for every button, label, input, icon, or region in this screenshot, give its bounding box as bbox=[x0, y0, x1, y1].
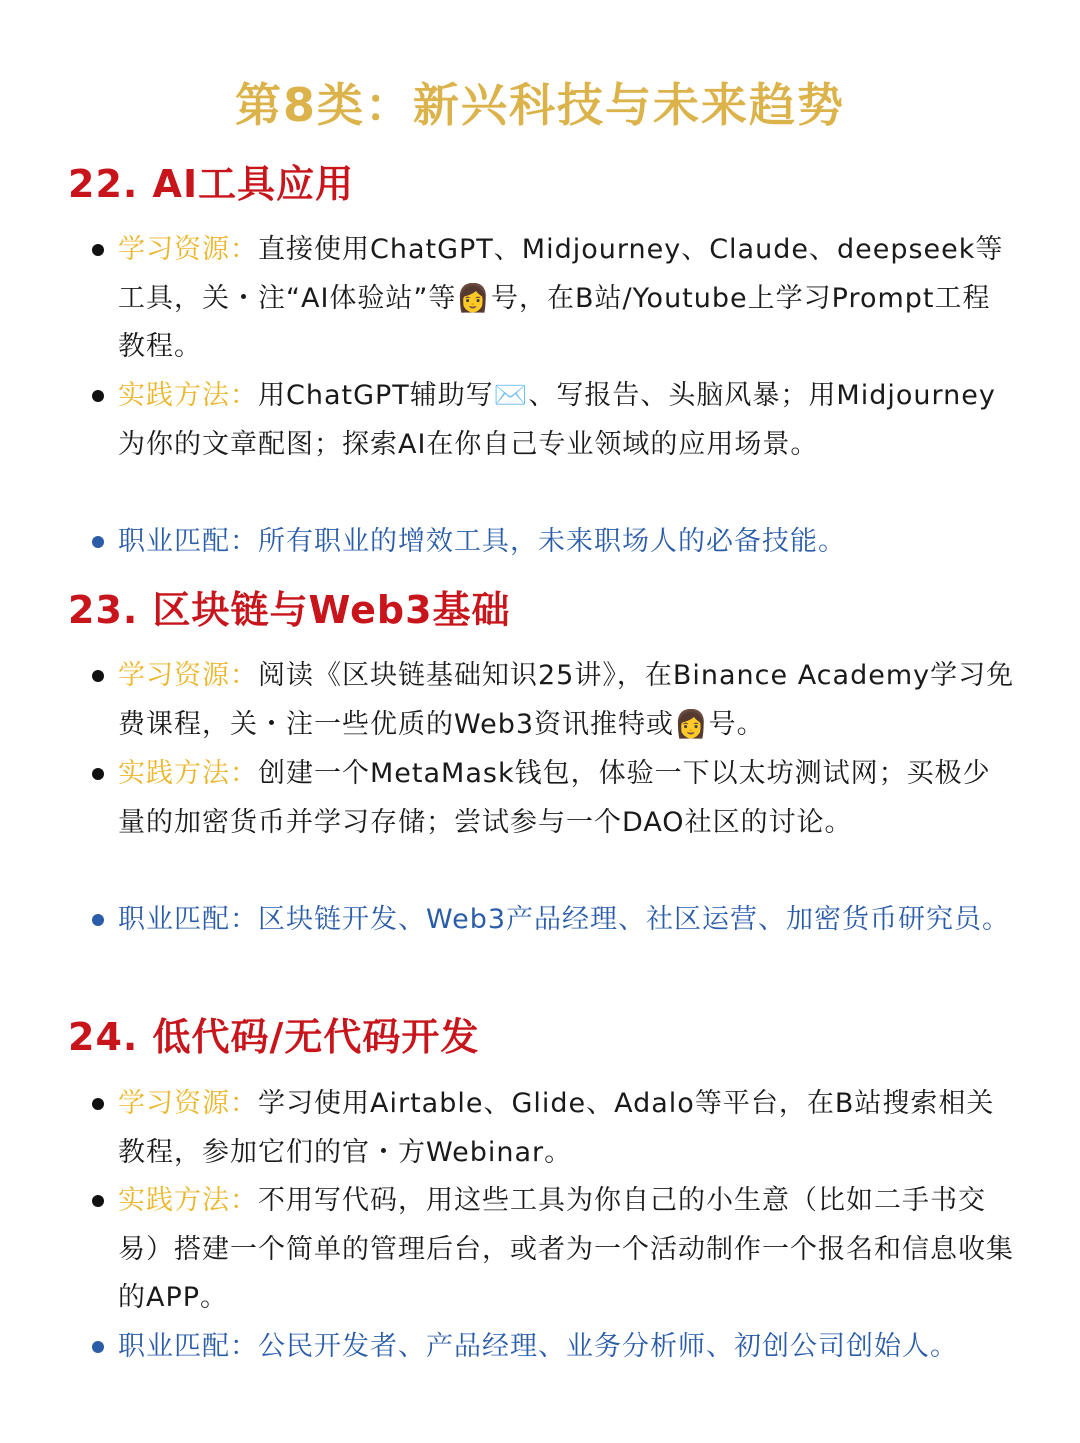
item-text: 不用写代码，用这些工具为你自己的小生意（比如二手书交易）搭建一个简单的管理后台，或者为一个活动制作一个报名和信息收集的APP。 bbox=[118, 1185, 1014, 1313]
section-heading-ai-tools: 22. AI工具应用 bbox=[68, 162, 355, 206]
item-label: 学习资源： bbox=[118, 1088, 258, 1119]
item-text: 学习使用Airtable、Glide、Adalo等平台，在B站搜索相关教程，参加它们的官・方Webinar。 bbox=[118, 1088, 995, 1168]
list-item bbox=[118, 226, 1018, 372]
bullet-dot-icon bbox=[92, 670, 104, 682]
bullet-dot-icon bbox=[92, 914, 104, 926]
item-label: 实践方法： bbox=[118, 1185, 258, 1216]
item-label: 学习资源： bbox=[118, 234, 258, 265]
section-heading-blockchain: 23. 区块链与Web3基础 bbox=[68, 588, 511, 632]
bullet-dot-icon bbox=[92, 390, 104, 402]
list-item bbox=[118, 750, 1018, 847]
bullet-dot-icon bbox=[92, 244, 104, 256]
item-label: 职业匹配： bbox=[118, 1331, 258, 1362]
list-item bbox=[118, 1177, 1018, 1323]
list-item bbox=[118, 1080, 1018, 1177]
item-text: 创建一个MetaMask钱包，体验一下以太坊测试网；买极少量的加密货币并学习存储；尝试参与一个DAO社区的讨论。 bbox=[118, 758, 991, 838]
bullet-dot-icon bbox=[92, 1098, 104, 1110]
item-label: 职业匹配： bbox=[118, 904, 258, 935]
item-text: 区块链开发、Web3产品经理、社区运营、加密货币研究员。 bbox=[258, 904, 1011, 935]
item-text: 直接使用ChatGPT、Midjourney、Claude、deepseek等工具，关・注“AI体验站”等👩号，在B站/Youtube上学习Prompt工程教程。 bbox=[118, 234, 1004, 362]
item-label: 实践方法： bbox=[118, 380, 258, 411]
bullet-dot-icon bbox=[92, 536, 104, 548]
page-title: 第8类：新兴科技与未来趋势 bbox=[234, 78, 845, 132]
list-item bbox=[118, 518, 1018, 567]
list-item bbox=[118, 652, 1018, 749]
bullet-dot-icon bbox=[92, 1195, 104, 1207]
item-text: 用ChatGPT辅助写✉️、写报告、头脑风暴；用Midjourney为你的文章配图；探索AI在你自己专业领域的应用场景。 bbox=[118, 380, 996, 460]
section-heading-low-code: 24. 低代码/无代码开发 bbox=[68, 1015, 480, 1059]
list-item bbox=[118, 372, 1018, 469]
list-item bbox=[118, 1323, 1018, 1372]
item-text: 所有职业的增效工具，未来职场人的必备技能。 bbox=[258, 526, 846, 557]
item-text: 公民开发者、产品经理、业务分析师、初创公司创始人。 bbox=[258, 1331, 958, 1362]
bullet-dot-icon bbox=[92, 1341, 104, 1353]
item-label: 学习资源： bbox=[118, 660, 258, 691]
item-text: 阅读《区块链基础知识25讲》，在Binance Academy学习免费课程，关・注一些优质的Web3资讯推特或👩号。 bbox=[118, 660, 1015, 740]
item-label: 职业匹配： bbox=[118, 526, 258, 557]
bullet-dot-icon bbox=[92, 768, 104, 780]
item-label: 实践方法： bbox=[118, 758, 258, 789]
list-item bbox=[118, 896, 1018, 945]
